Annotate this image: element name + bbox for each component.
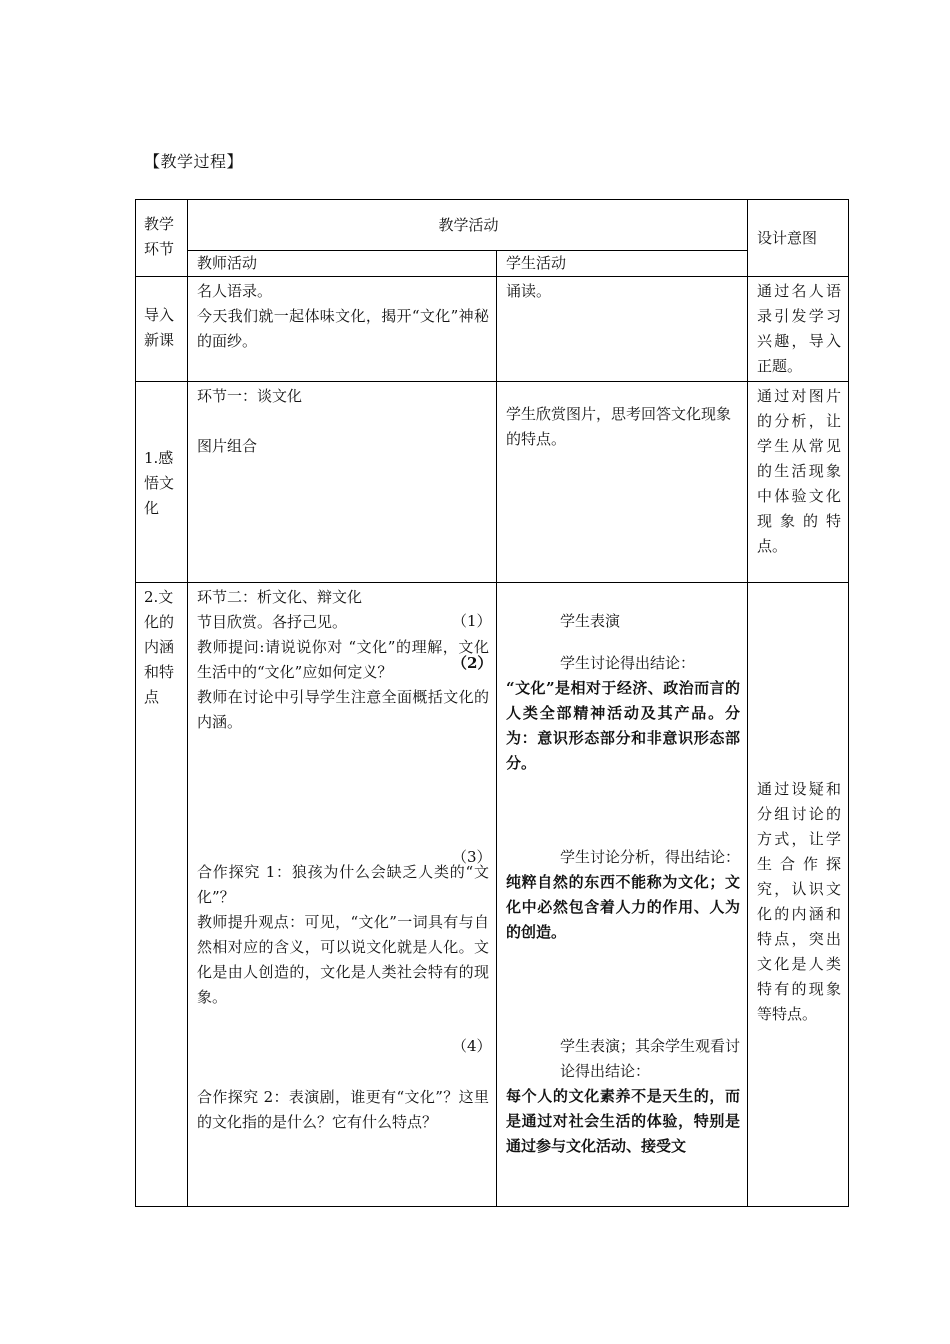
teacher-text: 图片组合 [197,437,258,455]
teaching-process-table [135,199,849,1207]
inquiry-1-summary: 教师提升观点：可见，“文化”一词具有与自然相对应的含义，可以说文化就是人化。文化是由人创造的，文化是人类社会特有的现象。 [197,913,489,1006]
step-text: 学生讨论得出结论： [560,654,696,672]
conclusion-text: “文化”是相对于经济、政治而言的人类全部精神活动及其产品。分为：意识形态部分和非意识形态部分。 [506,679,741,772]
student-cell: 诵读。 [497,277,748,382]
teacher-cell [188,583,497,1207]
student-cell: 学生欣赏图片，思考回答文化现象的特点。 [497,382,748,583]
teacher-cell [188,382,497,583]
step-number: （1） [452,612,492,630]
design-cell: 通过对图片的分析，让学生从常见的生活现象中体验文化现象的特点。 [748,382,849,583]
student-step [452,609,740,634]
inquiry-2-question: 合作探究 2：表演剧，谁更有“文化”？这里的文化指的是什么？它有什么特点？ [197,1088,489,1131]
header-design: 设计意图 [748,200,849,277]
design-cell: 通过设疑和分组讨论的方式，让学生合作探究，认识文化的内涵和特点，突出文化是人类特有的现象等特点。 [748,583,849,1207]
teacher-text: 环节一：谈文化 [197,387,303,405]
step-number: （3） [452,848,492,866]
step-number: （2） [452,654,493,672]
student-step [452,1034,741,1084]
teacher-text: 环节二：析文化、辩文化 [197,588,363,606]
step-number: （4） [452,1037,492,1055]
step-text: 学生讨论分析，得出结论： [560,848,741,866]
inquiry-1-question: 合作探究 1：狼孩为什么会缺乏人类的“文化”？ [197,863,489,906]
teacher-text: 今天我们就一起体味文化，揭开“文化”神秘的面纱。 [197,307,489,350]
teacher-text: 节目欣赏。各抒己见。 [197,613,348,631]
header-activity: 教学活动 [188,200,748,251]
student-cell [452,583,748,1207]
header-teacher: 教师活动 [188,251,497,277]
student-step [452,651,740,676]
teacher-text: 名人语录。 [197,282,273,300]
teacher-text: 教师提问:请说说你对 “文化”的理解，文化生活中的“文化”应如何定义？ [197,638,489,681]
student-step [452,845,741,870]
step-text: 学生表演；其余学生观看讨论得出结论： [560,1037,741,1080]
stage-cell: 2.文化的内涵和特点 [136,583,188,1207]
table-row [136,583,849,1207]
stage-cell: 导入新课 [136,277,188,382]
table-row [136,382,849,583]
step-text: 学生表演 [560,612,621,630]
teacher-cell [188,277,497,382]
table-row [136,277,849,382]
conclusion-text: 每个人的文化素养不是天生的，而是通过对社会生活的体验，特别是通过参与文化活动、接受文 [506,1087,741,1155]
header-stage: 教学环节 [136,200,188,277]
stage-cell: 1.感悟文化 [136,382,188,583]
teacher-text: 教师在讨论中引导学生注意全面概括文化的内涵。 [197,688,489,731]
section-heading: 【教学过程】 [144,152,244,171]
header-student: 学生活动 [497,251,748,277]
conclusion-text: 纯粹自然的东西不能称为文化；文化中必然包含着人力的作用、人为的创造。 [506,873,741,941]
design-cell: 通过名人语录引发学习兴趣，导入正题。 [748,277,849,382]
